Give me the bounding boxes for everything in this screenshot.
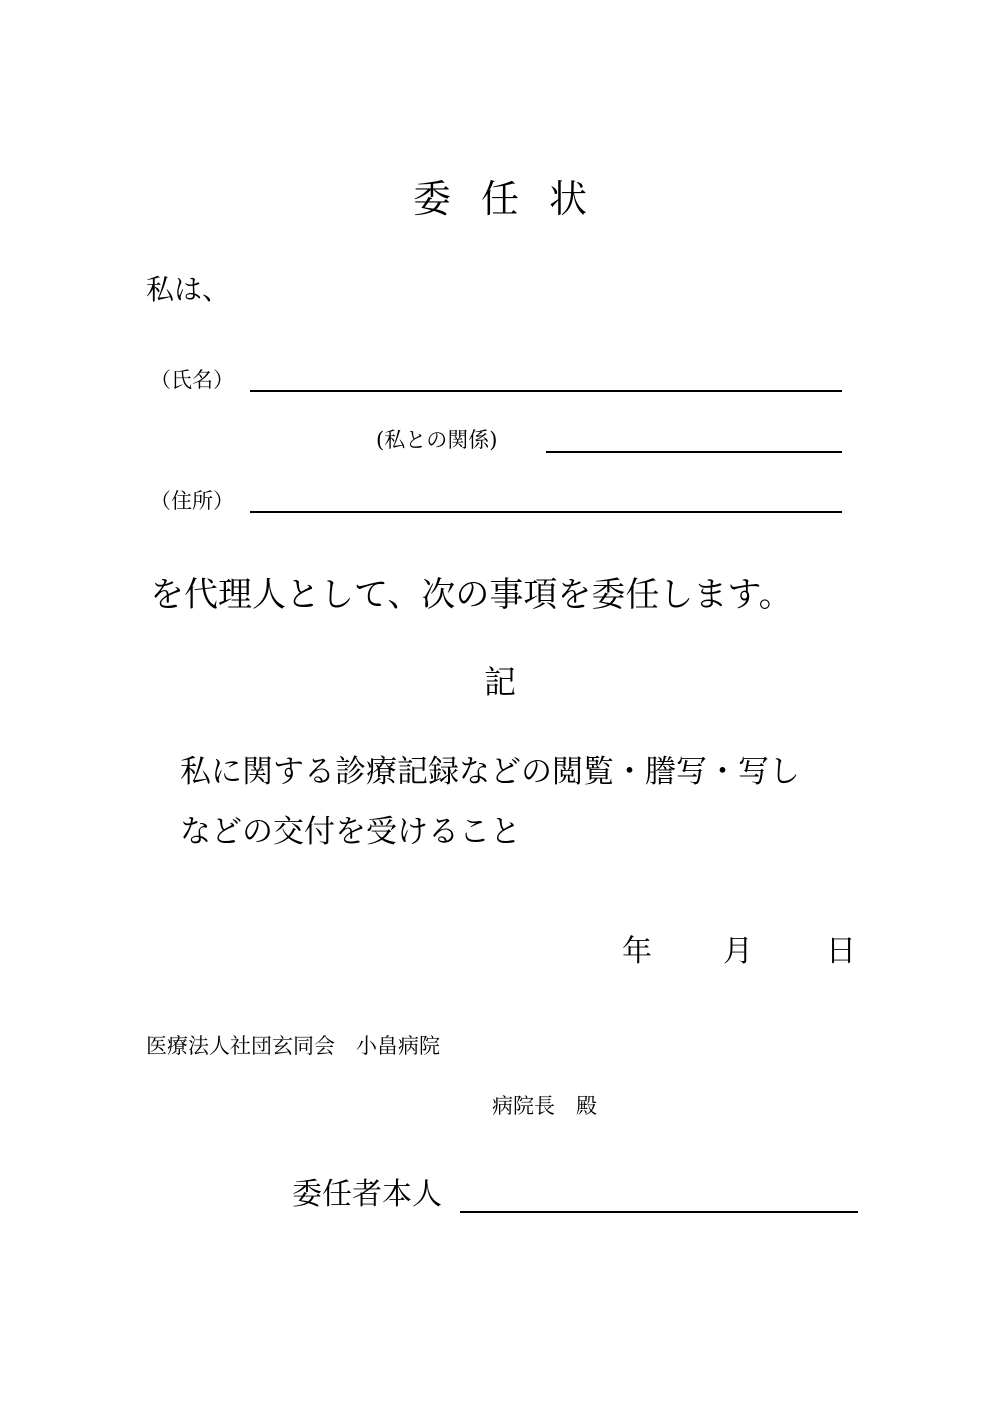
item-line-1: 私に関する診療記録などの閲覧・謄写・写し [180,754,800,790]
document-title: 委任状 [412,177,617,221]
address-label: （住所） [150,489,234,513]
director-name: 病院長 殿 [492,1094,597,1118]
name-input-line[interactable] [250,390,842,392]
date-day-label: 日 [826,934,856,969]
hospital-name: 医療法人社団玄同会 小畠病院 [146,1034,440,1058]
intro-text: 私は、 [146,273,231,306]
signer-label: 委任者本人 [292,1177,442,1212]
date-year-label: 年 [622,934,652,969]
delegation-statement: を代理人として、次の事項を委任します。 [150,575,793,615]
signature-input-line[interactable] [460,1211,858,1213]
name-label: （氏名） [150,368,234,392]
ki-heading: 記 [483,663,516,701]
item-line-2: などの交付を受けること [180,814,521,850]
address-input-line[interactable] [250,511,842,513]
relation-input-line[interactable] [546,451,842,453]
relation-label: (私との関係) [376,428,498,452]
date-month-label: 月 [723,934,753,969]
